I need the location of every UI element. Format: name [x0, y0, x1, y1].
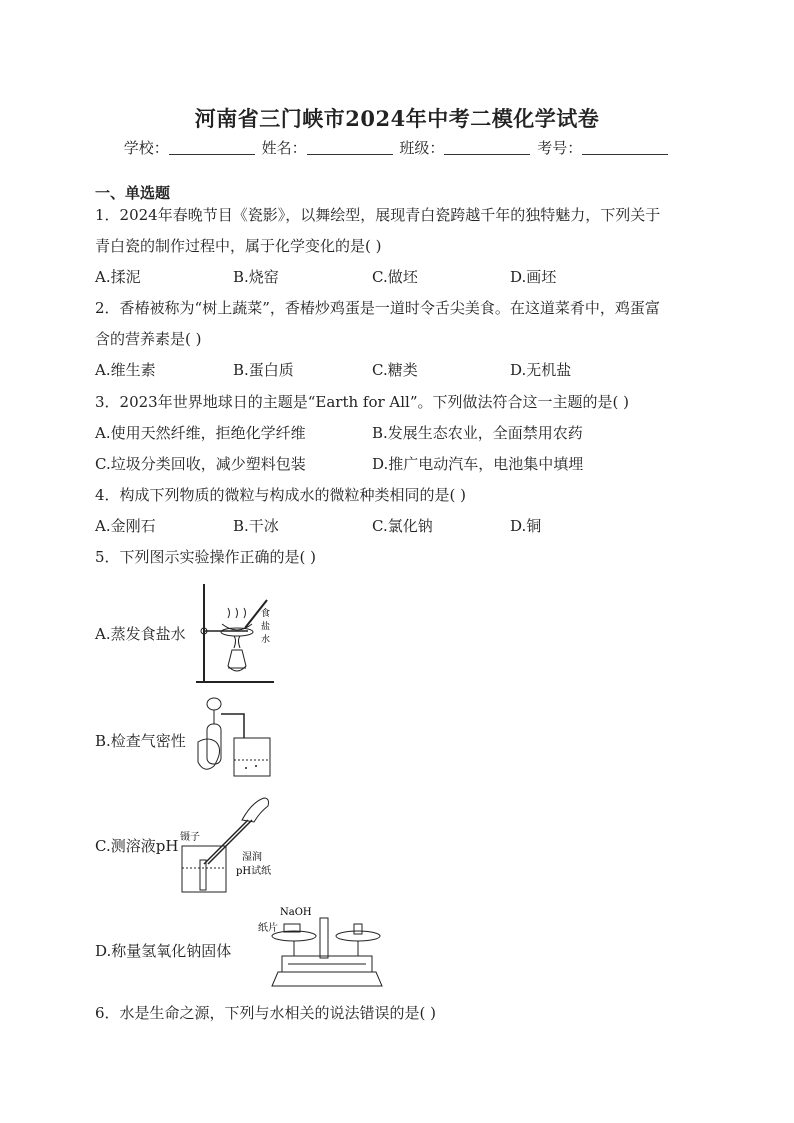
fig-d-label-paper: 纸片 [258, 923, 278, 934]
class-label: 班级： [399, 139, 445, 157]
q2-stem-line1: 2．香椿被称为“树上蔬菜”，香椿炒鸡蛋是一道时令舌尖美食。在这道菜肴中，鸡蛋富 [95, 299, 660, 317]
ph-test-diagram [176, 790, 306, 896]
q5-option-c[interactable]: C.测溶液pH [95, 837, 179, 855]
q1-option-d[interactable]: D.画坯 [510, 268, 557, 286]
q4-stem-line1: 4．构成下列物质的微粒与构成水的微粒种类相同的是( ) [95, 486, 467, 504]
name-blank[interactable] [307, 140, 393, 155]
student-info-line [0, 137, 794, 158]
q3-option-b[interactable]: B.发展生态农业，全面禁用农药 [372, 424, 583, 442]
q1-option-b[interactable]: B.烧窑 [233, 268, 279, 286]
evaporation-diagram [190, 578, 280, 686]
q4-option-b[interactable]: B.干冰 [233, 517, 279, 535]
q4-option-a[interactable]: A.金刚石 [95, 517, 156, 535]
q2-option-d[interactable]: D.无机盐 [510, 361, 572, 379]
q3-option-c[interactable]: C.垃圾分类回收，减少塑料包装 [95, 455, 306, 473]
name-label: 姓名： [261, 139, 307, 157]
q4-option-c[interactable]: C.氯化钠 [372, 517, 433, 535]
q2-stem-line2: 含的营养素是( ) [95, 330, 202, 348]
balance-diagram [258, 900, 388, 992]
number-blank[interactable] [582, 140, 668, 155]
school-label: 学校： [123, 139, 169, 157]
q1-option-a[interactable]: A.揉泥 [95, 268, 141, 286]
fig-c-label-wet: 湿润 [242, 852, 262, 863]
class-blank[interactable] [444, 140, 530, 155]
q4-option-d[interactable]: D.铜 [510, 517, 542, 535]
q6-stem-line1: 6．水是生命之源，下列与水相关的说法错误的是( ) [95, 1004, 437, 1022]
q5-option-d[interactable]: D.称量氢氧化钠固体 [95, 942, 232, 960]
q1-option-c[interactable]: C.做坯 [372, 268, 418, 286]
q3-option-a[interactable]: A.使用天然纤维，拒绝化学纤维 [95, 424, 306, 442]
q2-option-a[interactable]: A.维生素 [95, 361, 156, 379]
q5-stem-line1: 5．下列图示实验操作正确的是( ) [95, 548, 317, 566]
number-label: 考号： [537, 139, 583, 157]
q1-stem-line2: 青白瓷的制作过程中，属于化学变化的是( ) [95, 237, 382, 255]
fig-a-label-3: 水 [261, 635, 271, 645]
q3-stem-line1: 3．2023年世界地球日的主题是“Earth for All”。下列做法符合这一主题的是( ) [95, 393, 629, 411]
q2-option-c[interactable]: C.糖类 [372, 361, 418, 379]
fig-d-label-naoh: NaOH [280, 907, 312, 918]
fig-c-label-tweezers: 镊子 [180, 832, 200, 843]
q1-stem-line1: 1．2024年春晚节目《瓷影》，以舞绘型，展现青白瓷跨越千年的独特魅力，下列关于 [95, 206, 661, 224]
fig-a-label-1: 食 [261, 609, 271, 619]
section-heading: 一、单选题 [95, 184, 171, 202]
q5-option-a[interactable]: A.蒸发食盐水 [95, 625, 186, 643]
airtightness-diagram [190, 694, 290, 782]
school-blank[interactable] [169, 140, 255, 155]
q5-option-b[interactable]: B.检查气密性 [95, 732, 186, 750]
fig-c-label-paper: pH试纸 [236, 866, 272, 877]
page-title: 河南省三门峡市2024年中考二模化学试卷 [194, 106, 600, 131]
q3-option-d[interactable]: D.推广电动汽车，电池集中填埋 [372, 455, 584, 473]
q2-option-b[interactable]: B.蛋白质 [233, 361, 294, 379]
fig-a-label-2: 盐 [261, 622, 271, 632]
